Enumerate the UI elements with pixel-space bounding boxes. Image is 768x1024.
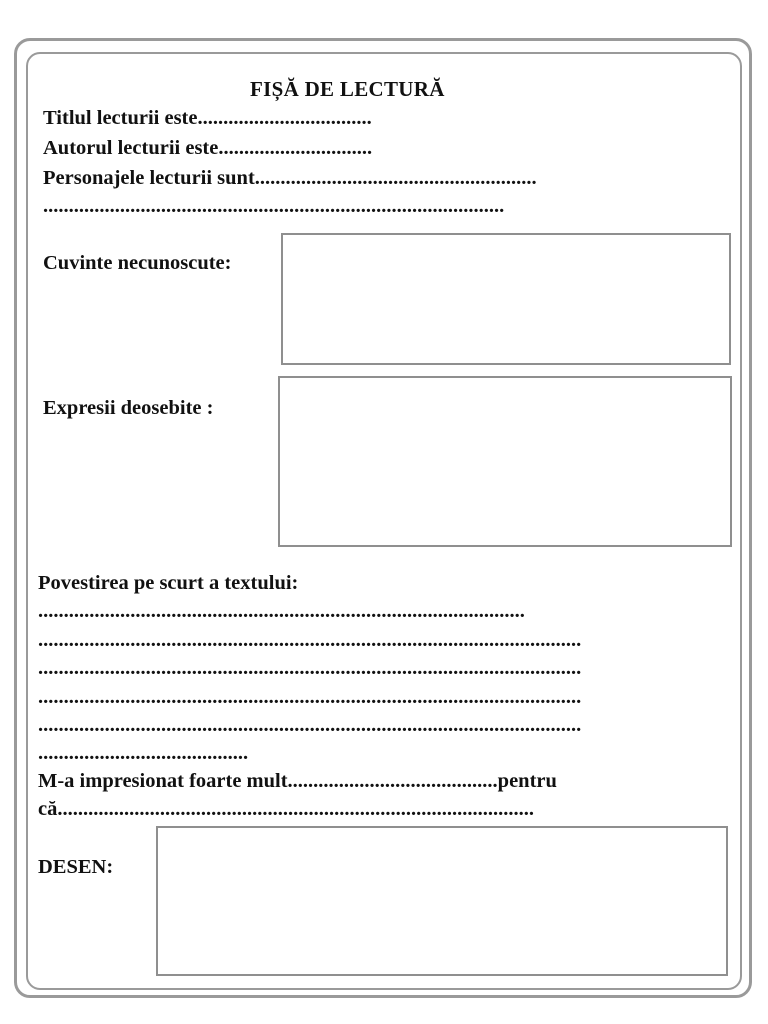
special-expressions-label: Expresii deosebite : <box>43 397 214 419</box>
drawing-box[interactable] <box>156 826 728 976</box>
worksheet-title: FIȘĂ DE LECTURĂ <box>250 77 445 101</box>
summary-line: .......................................................................................................... <box>38 714 582 736</box>
reading-characters-continuation: .......................................................................................... <box>43 195 505 217</box>
unknown-words-box[interactable] <box>281 233 731 365</box>
summary-line: ......................................... <box>38 742 249 764</box>
summary-label: Povestirea pe scurt a textului: <box>38 572 299 594</box>
summary-line: ............................................................................................... <box>38 600 525 622</box>
reading-title-line: Titlul lecturii este.................................. <box>43 107 372 129</box>
unknown-words-label: Cuvinte necunoscute: <box>43 252 232 274</box>
summary-line: .......................................................................................................... <box>38 629 582 651</box>
summary-line: .......................................................................................................... <box>38 686 582 708</box>
impression-line: M-a impresionat foarte mult.........................................pentru <box>38 770 557 792</box>
summary-line: .......................................................................................................... <box>38 657 582 679</box>
reading-author-line: Autorul lecturii este.............................. <box>43 137 373 159</box>
drawing-label: DESEN: <box>38 856 114 878</box>
special-expressions-box[interactable] <box>278 376 732 547</box>
reading-characters-line: Personajele lecturii sunt....................................................... <box>43 167 537 189</box>
because-line: că............................................................................................. <box>38 798 534 820</box>
